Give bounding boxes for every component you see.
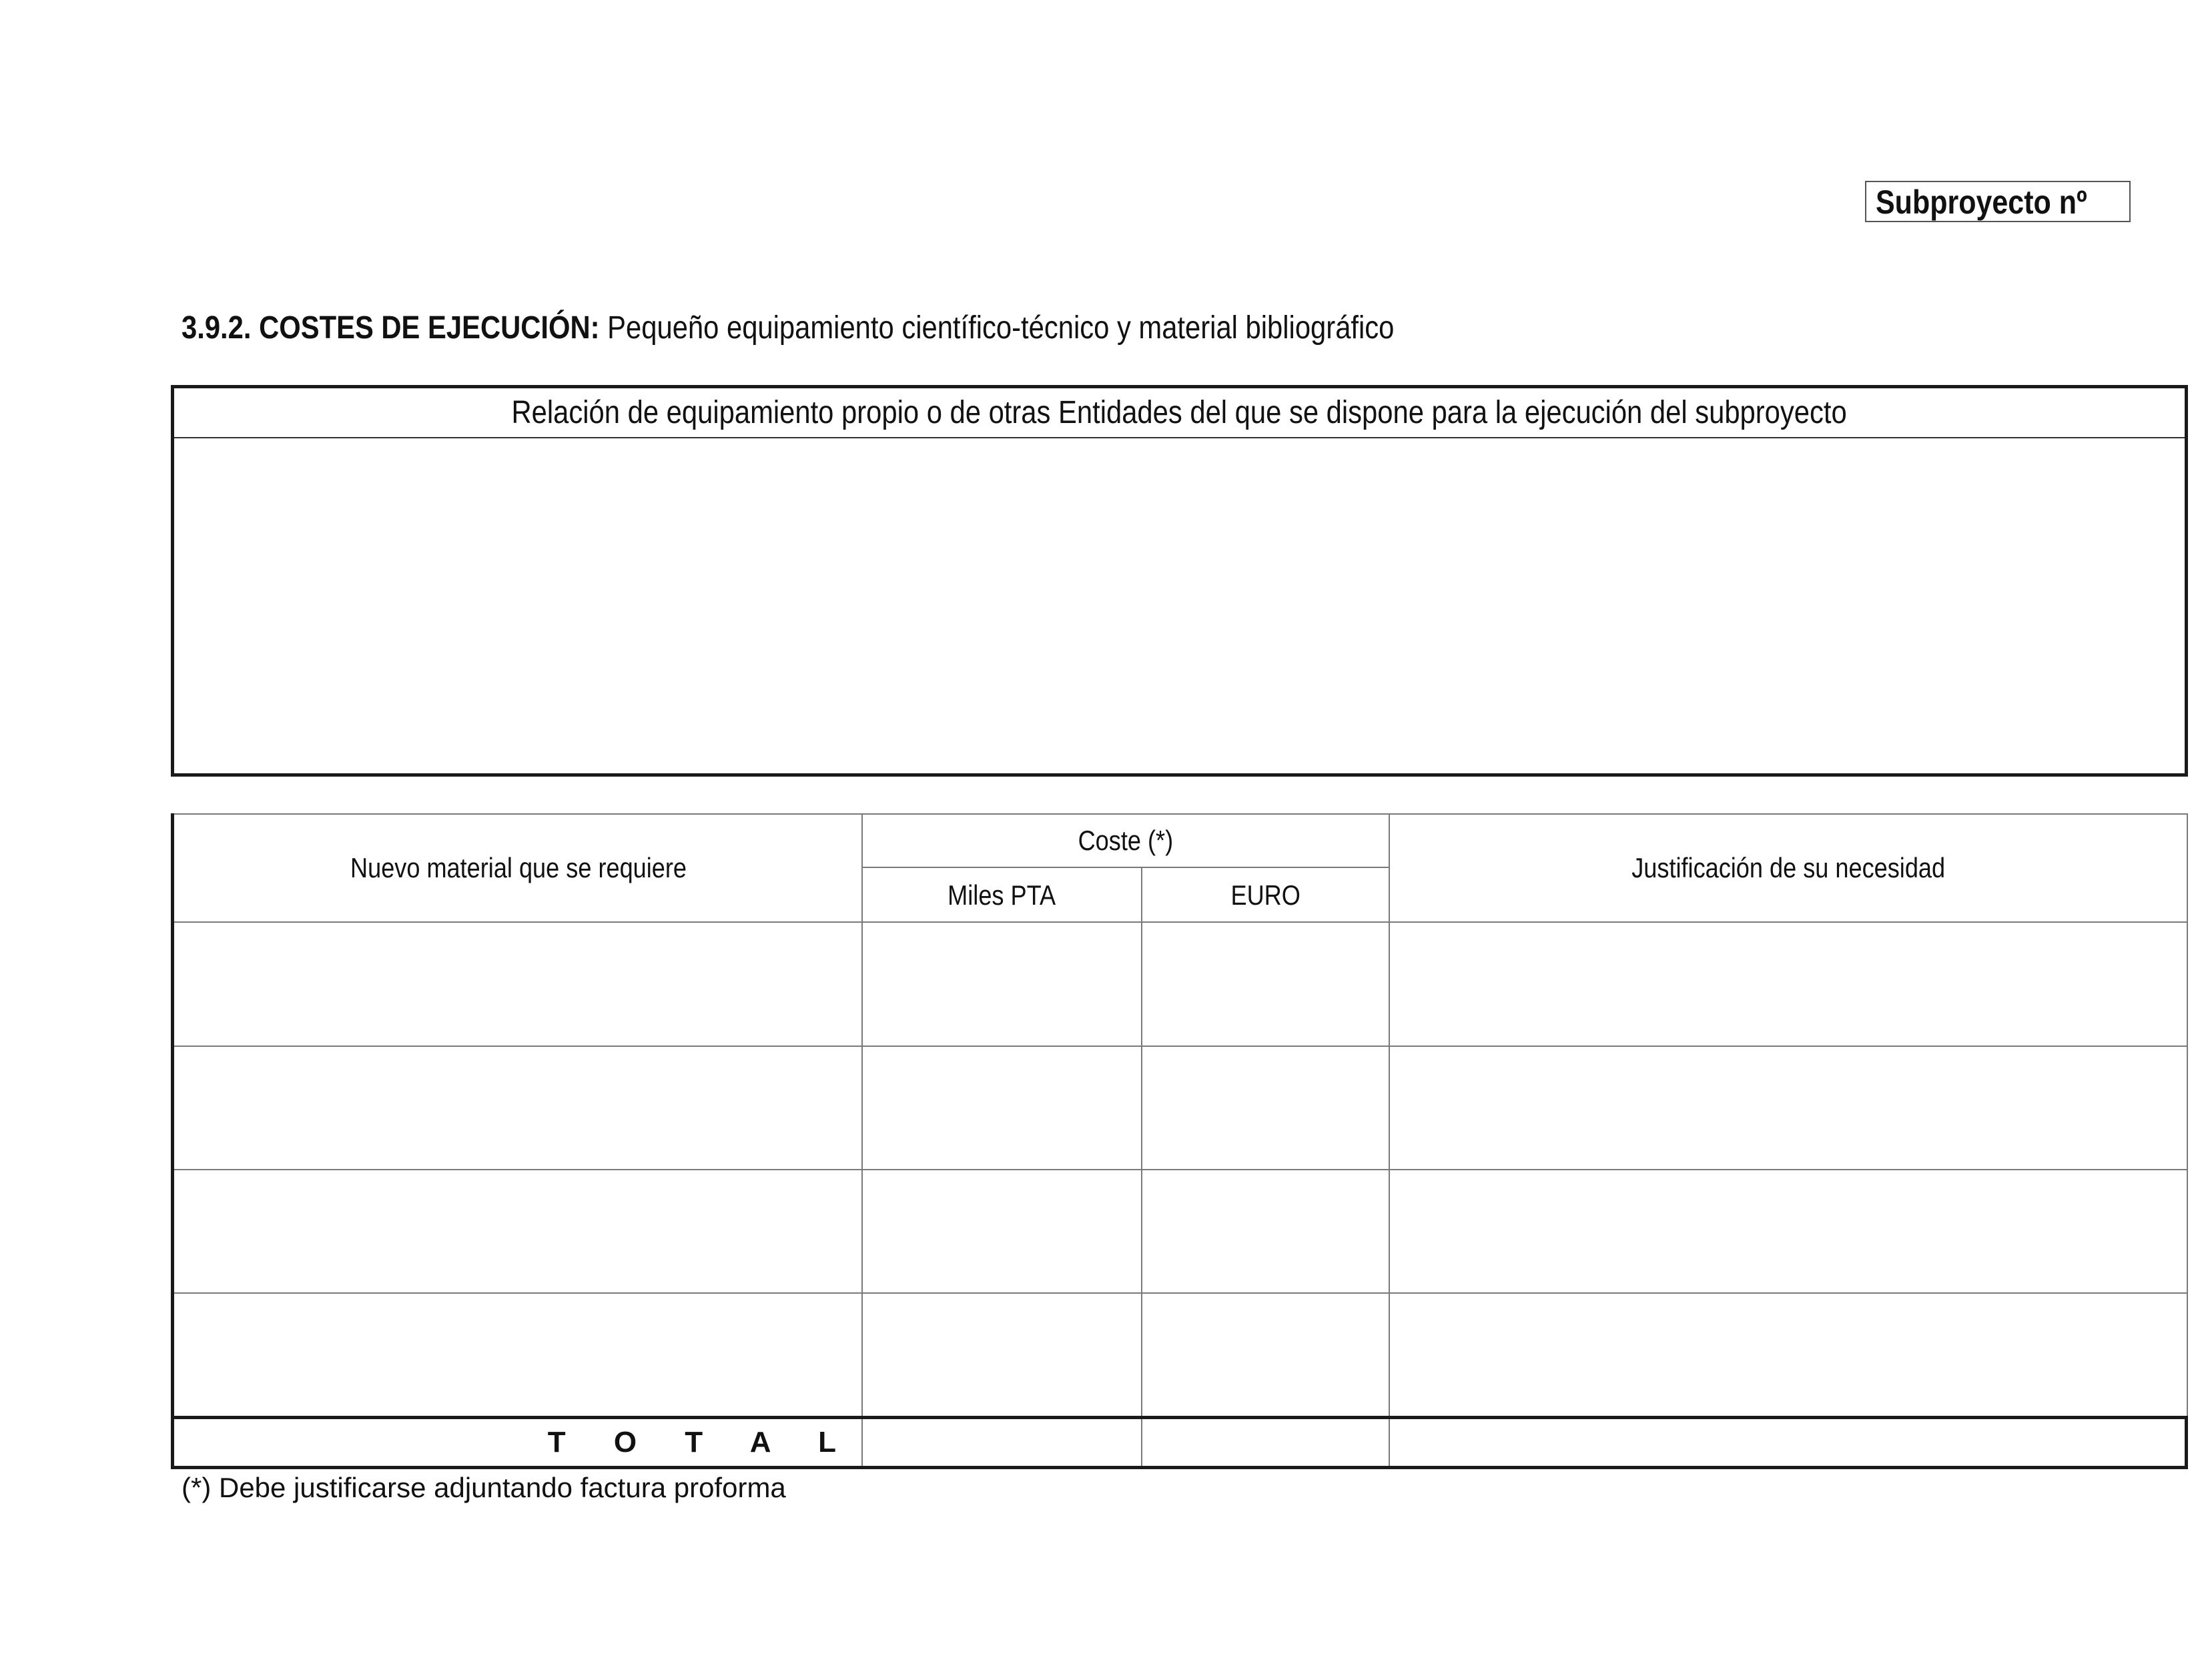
header-material-text: Nuevo material que se requiere (350, 851, 687, 883)
row-justification[interactable] (1390, 1170, 2187, 1292)
total-justification[interactable] (1390, 1419, 2185, 1466)
header-euro (1142, 868, 1389, 922)
total-miles-pta[interactable] (863, 1419, 1141, 1466)
equipment-list-header-text: Relación de equipamiento propio o de otras Entidades del que se dispone para la ejecución del subproyecto (511, 395, 1848, 430)
header-justification (1390, 813, 2187, 922)
table-row (174, 1294, 2187, 1416)
header-cost-text: Coste (*) (1078, 824, 1174, 856)
section-number-title: 3.9.2. COSTES DE EJECUCIÓN: (181, 310, 600, 346)
row-euro[interactable] (1142, 1170, 1389, 1292)
table-row (174, 923, 2187, 1046)
header-justification-text: Justificación de su necesidad (1631, 851, 1945, 883)
row-euro[interactable] (1142, 923, 1389, 1046)
row-material[interactable] (174, 923, 861, 1046)
row-euro[interactable] (1142, 1294, 1389, 1416)
row-justification[interactable] (1390, 1294, 2187, 1416)
row-material[interactable] (174, 1170, 861, 1292)
section-heading (181, 308, 1394, 348)
row-miles-pta[interactable] (863, 1294, 1141, 1416)
header-miles-pta-text: Miles PTA (948, 879, 1056, 911)
equipment-list-box (171, 385, 2188, 777)
subproject-label: Subproyecto nº (1876, 183, 2087, 221)
row-material[interactable] (174, 1294, 861, 1416)
row-justification[interactable] (1390, 1047, 2187, 1169)
table-row (174, 1047, 2187, 1169)
row-miles-pta[interactable] (863, 923, 1141, 1046)
row-miles-pta[interactable] (863, 1047, 1141, 1169)
subproject-number-field[interactable] (1865, 181, 2131, 222)
footnote: (*) Debe justificarse adjuntando factura proforma (181, 1472, 786, 1503)
total-euro[interactable] (1142, 1419, 1389, 1466)
header-euro-text: EURO (1230, 879, 1301, 911)
total-label-cell (174, 1419, 861, 1466)
section-subtitle: Pequeño equipamiento científico-técnico y material bibliográfico (607, 310, 1395, 346)
header-material (174, 813, 862, 922)
table-row (174, 1170, 2187, 1292)
row-miles-pta[interactable] (863, 1170, 1141, 1292)
row-euro[interactable] (1142, 1047, 1389, 1169)
equipment-list-content[interactable] (174, 438, 2185, 773)
row-material[interactable] (174, 1047, 861, 1169)
total-row (174, 1419, 2185, 1466)
header-miles-pta (863, 868, 1141, 922)
equipment-list-header (174, 388, 2185, 438)
total-label: T O T A L (547, 1426, 856, 1459)
row-justification[interactable] (1390, 923, 2187, 1046)
header-cost-group (863, 813, 1389, 867)
materials-table (171, 813, 2188, 1469)
